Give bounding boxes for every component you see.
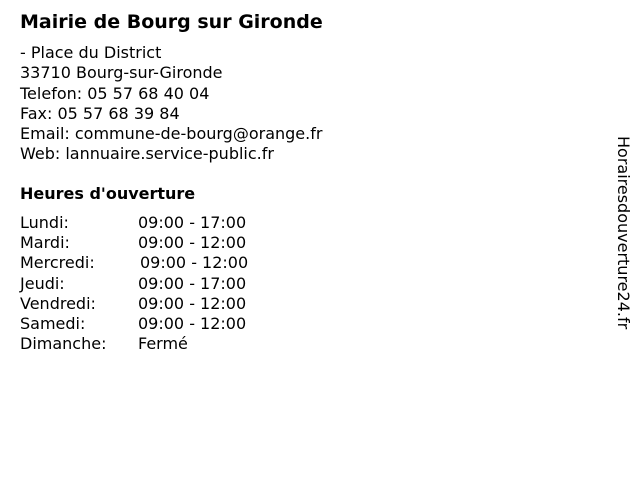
hours-time: Fermé <box>138 334 188 354</box>
hours-time: 09:00 - 17:00 <box>138 213 247 232</box>
fax-number: Fax: 05 57 68 39 84 <box>20 103 180 123</box>
site-watermark-text: Horairesdouverture24.fr <box>614 136 633 330</box>
address-line-1: - Place du District <box>20 43 162 62</box>
hours-day: Vendredi: <box>20 293 96 313</box>
hours-time: 09:00 - 12:00 <box>138 233 247 253</box>
hours-time: 09:00 - 17:00 <box>138 273 247 293</box>
hours-day: Jeudi: <box>20 273 65 293</box>
hours-time: 09:00 - 12:00 <box>140 253 249 273</box>
page-title: Mairie de Bourg sur Gironde <box>20 11 323 33</box>
hours-heading: Heures d'ouverture <box>20 184 196 203</box>
phone-number: Telefon: 05 57 68 40 04 <box>20 83 210 103</box>
email-address: Email: commune-de-bourg@orange.fr <box>20 124 323 144</box>
hours-day: Mardi: <box>20 233 70 253</box>
hours-day: Dimanche: <box>20 334 107 354</box>
hours-day: Mercredi: <box>20 253 95 273</box>
hours-time: 09:00 - 12:00 <box>138 313 247 333</box>
hours-day: Lundi: <box>20 213 69 232</box>
contact-info <box>20 43 322 165</box>
website: Web: lannuaire.service-public.fr <box>20 144 274 164</box>
hours-time: 09:00 - 12:00 <box>138 293 247 313</box>
address-line-2: 33710 Bourg-sur-Gironde <box>20 63 223 83</box>
hours-day: Samedi: <box>20 313 86 333</box>
